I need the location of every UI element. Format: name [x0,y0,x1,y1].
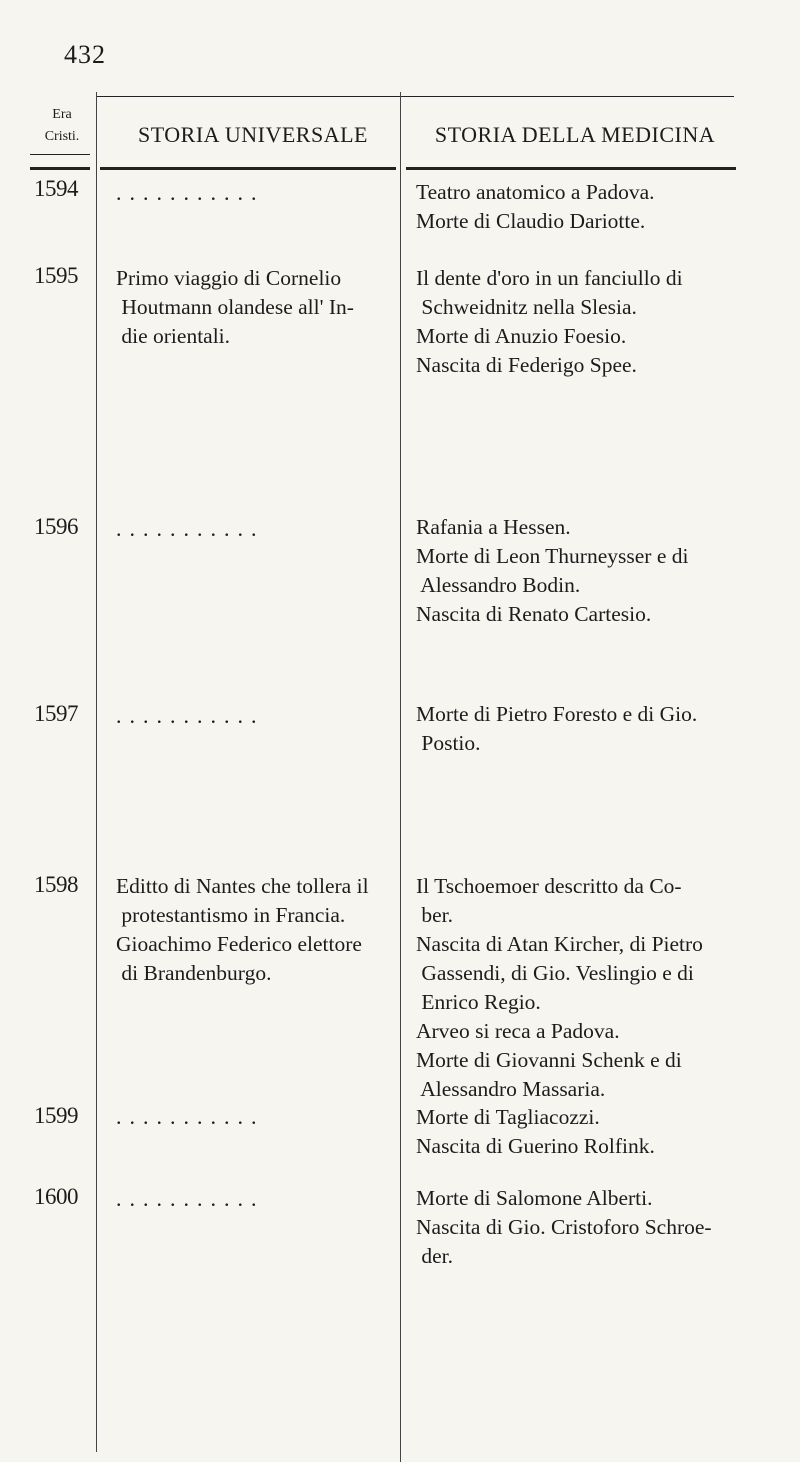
column-divider-right [400,92,401,1462]
year-1596: 1596 [34,514,78,539]
header-rule-medicine [406,167,736,170]
header-rule-universal [100,167,396,170]
year-1594: 1594 [34,176,78,201]
universal-1594: ........... [116,180,265,205]
medicine-1599: Morte di Tagliacozzi. Nascita di Guerino Rolfink. [416,1105,655,1158]
header-rule-era [30,167,90,170]
medicine-1600: Morte di Salomone Alberti. Nascita di Gio. Cristoforo Schroe- der. [416,1186,712,1268]
universal-1596: ........... [116,516,265,541]
year-1597: 1597 [34,701,78,726]
universal-1597: ........... [116,703,265,728]
universal-1598: Editto di Nantes che tollera il protestantismo in Francia. Gioachimo Federico elettore di Brandenburgo. [116,874,369,985]
year-1598: 1598 [34,872,78,897]
rule-top [96,96,734,97]
year-1599: 1599 [34,1103,78,1128]
universal-1600: ........... [116,1186,265,1211]
medicine-1596: Rafania a Hessen. Morte di Leon Thurneysser e di Alessandro Bodin. Nascita di Renato Cartesio. [416,515,689,626]
universal-1595: Primo viaggio di Cornelio Houtmann olandese all' In- die orientali. [116,266,354,348]
medicine-1594: Teatro anatomico a Padova. Morte di Claudio Dariotte. [416,180,655,233]
page-number: 432 [64,40,106,69]
medicine-1597: Morte di Pietro Foresto e di Gio. Postio. [416,702,698,755]
era-header [32,104,92,148]
era-header-line2: Cristi. [44,129,80,144]
header-universal: STORIA UNIVERSALE [138,122,368,147]
medicine-1595: Il dente d'oro in un fanciullo di Schweidnitz nella Slesia. Morte di Anuzio Foesio. Nascita di Federigo Spee. [416,266,683,377]
column-divider-left [96,92,97,1452]
year-1595: 1595 [34,263,78,288]
era-header-line1: Era [52,107,72,122]
medicine-1598: Il Tschoemoer descritto da Co- ber. Nascita di Atan Kircher, di Pietro Gassendi, di Gio. Veslingio e di Enrico Regio. Arveo si reca a Padova. Morte di Giovanni Schenk e di Alessandro Massaria. [416,874,703,1101]
year-1600: 1600 [34,1184,78,1209]
header-medicine: STORIA DELLA MEDICINA [434,122,716,147]
era-header-rule [30,154,90,155]
universal-1599: ........... [116,1104,265,1129]
